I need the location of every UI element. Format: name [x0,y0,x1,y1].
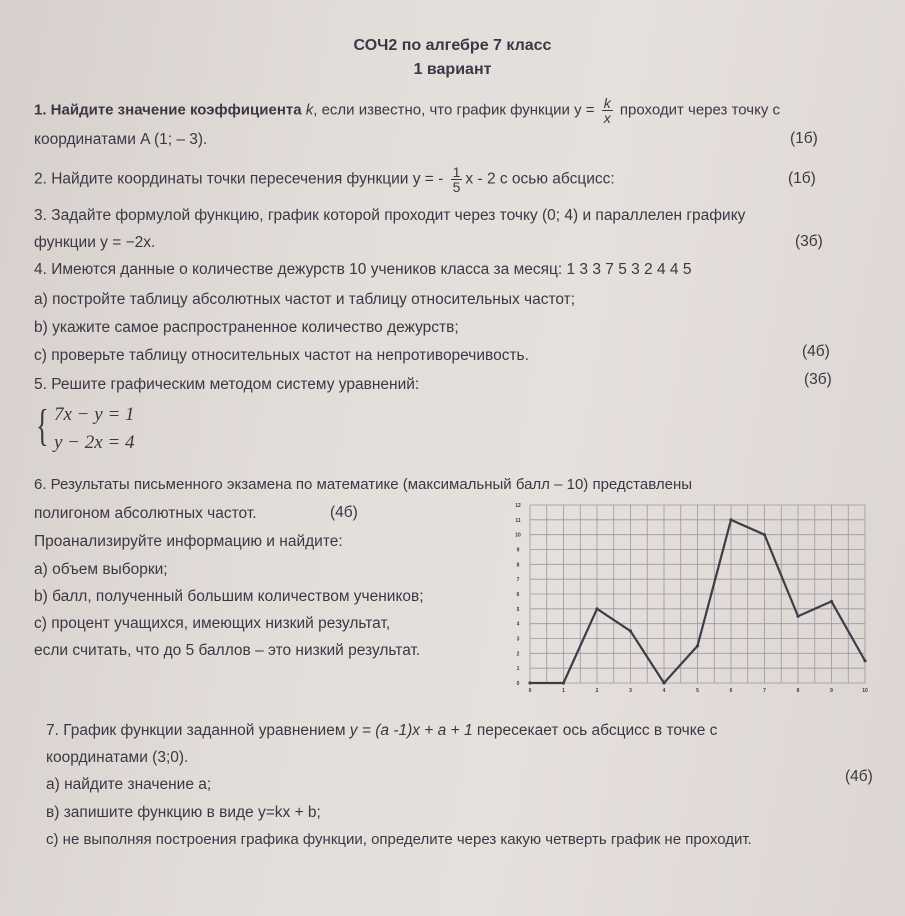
q6-item-c1: с) процент учащихся, имеющих низкий результат, [34,615,391,632]
data-point [796,615,799,618]
x-tick-label: 0 [528,688,532,694]
y-tick-label: 11 [515,517,521,524]
q7-line1: 7. График функции заданной уравнением y = (a -1)x + a + 1 пересекает ось абсцисс в точке с [46,722,718,739]
y-tick-label: 4 [516,621,520,628]
q3-points: (3б) [795,233,823,250]
q2-points: (1б) [788,170,816,187]
x-tick-label: 8 [796,688,800,694]
q7-item-a: а) найдите значение a; [46,776,212,793]
q7-line2: координатами (3;0). [46,749,189,766]
q6-line1: 6. Результаты письменного экзамена по математике (максимальный балл – 10) представлены [34,476,693,493]
y-tick-label: 1 [516,666,520,673]
q6-line2: полигоном абсолютных частот. [34,505,257,522]
x-tick-label: 6 [729,688,733,694]
data-point [863,659,866,662]
x-tick-label: 10 [862,688,868,694]
data-point [629,629,632,632]
q7-item-c: с) не выполняя построения графика функции, определите через какую четверть график не проходит. [46,831,752,848]
q2-line: 2. Найдите координаты точки пересечения функции y = - $\frac{1}{5}$ x - 2 с осью абсцисс: [34,164,615,195]
q4-item-a: а) постройте таблицу абсолютных частот и таблицу относительных частот; [34,291,576,308]
y-tick-label: 10 [515,532,521,539]
data-point [595,607,598,610]
x-tick-label: 3 [629,688,632,694]
q7-item-b: в) запишите функцию в виде y=kx + b; [46,804,321,821]
data-point [528,681,531,684]
frequency-polygon-line [530,520,865,683]
q5-points: (3б) [804,371,832,388]
data-point [763,533,766,536]
y-tick-label: 12 [515,503,521,509]
y-tick-label: 2 [516,651,520,658]
q2-fraction: $\frac{1}{5}$ [452,164,461,195]
q5-line1: 5. Решите графическим методом систему уравнений: [34,376,420,393]
q6-line3: Проанализируйте информацию и найдите: [34,533,343,550]
variant-label: 1 вариант [413,61,492,78]
q1-fraction: $\frac{k}{x}$ [603,95,611,126]
y-tick-label: 6 [516,592,520,598]
equation-2: y − 2x = 4 [54,432,135,453]
x-tick-label: 7 [763,688,766,694]
y-tick-label: 9 [516,547,520,554]
q6-points: (4б) [330,504,358,521]
x-tick-label: 2 [595,688,599,694]
q3-line1: 3. Задайте формулой функцию, график которой проходит через точку (0; 4) и параллелен графику [34,207,746,224]
q3-line2: функции y = −2x. [34,234,156,251]
q1-line2: координатами A (1; – 3). [34,131,208,148]
y-tick-label: 5 [516,606,520,613]
q4-item-b: b) укажите самое распространенное количество дежурств; [34,319,459,336]
data-point [662,681,665,684]
x-tick-label: 4 [662,688,666,694]
q1-line1: 1. Найдите значение коэффициента k, если известно, что график функции y = $\frac{k}{x}$ проходит через точку с [34,95,781,126]
data-point [562,681,565,684]
q7-points: (4б) [845,768,873,785]
x-tick-label: 5 [696,688,699,694]
y-tick-label: 7 [516,577,520,584]
data-point [830,600,833,603]
y-tick-label: 8 [516,562,520,569]
q1-points: (1б) [790,130,818,147]
data-point [729,518,732,521]
data-point [696,644,699,647]
x-tick-label: 1 [562,688,565,694]
y-tick-label: 3 [516,636,520,643]
system-brace: { [36,401,49,450]
equation-1: 7x − y = 1 [54,404,135,425]
q6-item-c2: если считать, что до 5 баллов – это низкий результат. [34,642,421,659]
x-tick-label: 9 [830,688,833,694]
q4-line1: 4. Имеются данные о количестве дежурств 10 учеников класса за месяц: 1 3 3 7 5 3 2 4 4 5 [34,261,692,278]
y-tick-label: 0 [516,681,520,687]
document-title: СОЧ2 по алгебре 7 класс [353,37,552,54]
q4-points: (4б) [802,343,830,360]
q4-item-c: с) проверьте таблицу относительных частот на непротиворечивость. [34,347,529,364]
q6-item-a: а) объем выборки; [34,561,168,578]
q6-item-b: b) балл, полученный большим количеством учеников; [34,588,424,605]
